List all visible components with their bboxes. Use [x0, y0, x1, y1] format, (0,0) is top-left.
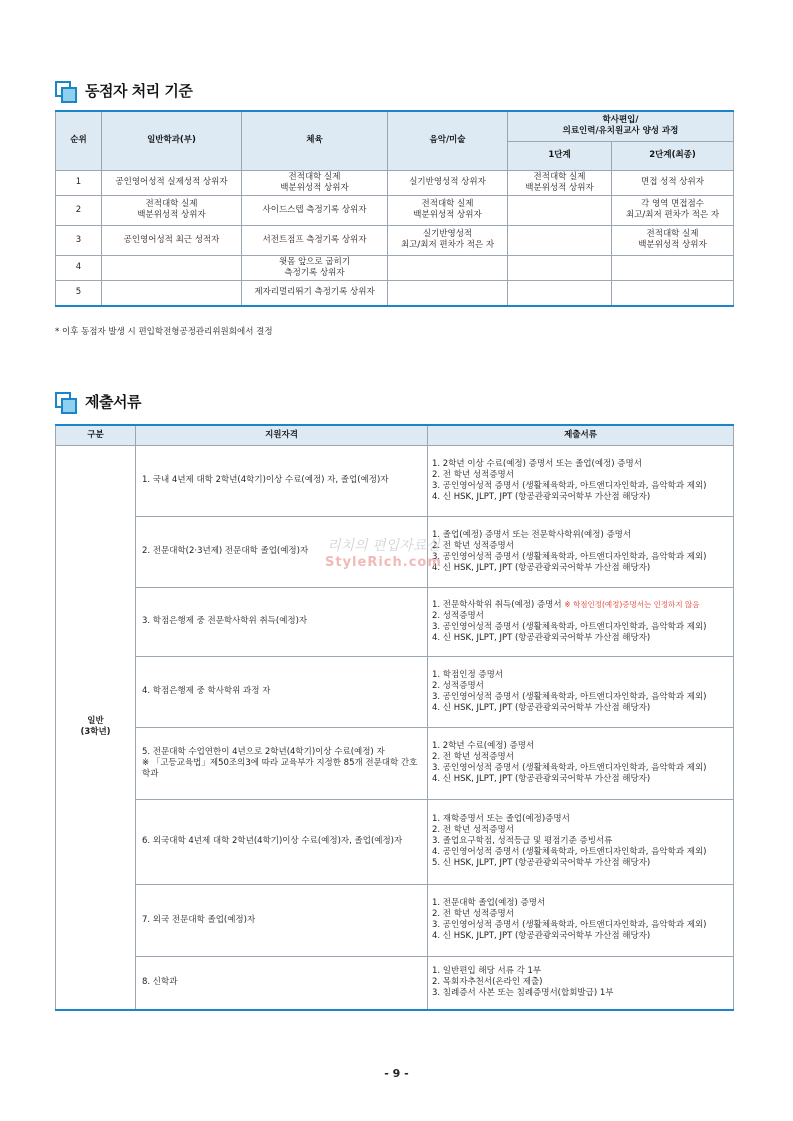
documents-cell-line: 4. 공인영어성적 증명서 (생활체육학과, 아트앤디자인학과, 음악학과 제외): [432, 847, 707, 857]
documents-cell-line: 1. 전문학사학위 취득(예정) 증명서: [432, 600, 562, 610]
rank-cell: 4: [56, 255, 102, 280]
stage2-cell: [612, 170, 734, 195]
pe-cell: [242, 170, 388, 195]
documents-cell-line: 3. 공인영어성적 증명서 (생활체육학과, 아트앤디자인학과, 음악학과 제외): [432, 691, 707, 702]
table-row: [56, 587, 734, 656]
header-transfer: [508, 111, 734, 141]
stage1-cell-line: 전적대학 실제: [533, 171, 586, 182]
documents-cell-line: 1. 학점인정 증명서: [432, 669, 503, 680]
stage1-cell: [508, 195, 612, 225]
rank-cell: 2: [56, 195, 102, 225]
documents-cell-line: 4. 신 HSK, JLPT, JPT (항공관광외국어학부 가산점 해당자): [432, 702, 651, 713]
documents-cell: [428, 587, 734, 656]
general-cell: [102, 280, 242, 306]
documents-cell-line: 3. 공인영어성적 증명서 (생활체육학과, 아트앤디자인학과, 음악학과 제외): [432, 551, 707, 562]
qualification-cell-line: 7. 외국 전문대학 졸업(예정)자: [142, 914, 256, 925]
documents-cell-line: 4. 신 HSK, JLPT, JPT (항공관광외국어학부 가산점 해당자): [432, 562, 651, 573]
section-square-icon: [55, 81, 75, 101]
stage1-cell: [508, 225, 612, 255]
pe-cell-line: 윗몸 앞으로 굽히기: [278, 256, 351, 267]
documents-cell: [428, 656, 734, 727]
documents-cell-line: 1. 일반편입 해당 서류 각 1부: [432, 966, 542, 977]
documents-cell-line: 2. 전 학년 성적증명서: [432, 469, 514, 480]
pe-cell-line: 사이드스텝 측정기록 상위자: [262, 204, 367, 215]
documents-cell-line: 2. 전 학년 성적증명서: [432, 825, 514, 835]
section-square-icon: [55, 392, 75, 412]
header-category: 구분: [56, 425, 136, 445]
stage2-cell-line: 최고/최저 편차가 적은 자: [625, 210, 720, 220]
rank-cell: 3: [56, 225, 102, 255]
tiebreak-note: * 이후 동점자 발생 시 편입학전형공정관리위원회에서 결정: [55, 327, 273, 337]
tiebreak-table: [55, 110, 734, 307]
page-number: - 9 -: [384, 1067, 409, 1080]
general-cell: [102, 195, 242, 225]
general-cell-line: 전적대학 실제: [145, 199, 198, 209]
qualification-cell: [136, 799, 428, 884]
stage1-cell-line: 백분위성적 상위자: [525, 182, 594, 193]
documents-cell-line: 3. 공인영어성적 증명서 (생활체육학과, 아트앤디자인학과, 음악학과 제외): [432, 622, 707, 632]
qualification-cell-line: 2. 전문대학(2·3년제) 전문대학 졸업(예정)자: [142, 546, 309, 556]
category-cell: [56, 445, 136, 1010]
documents-cell-line: 1. 2학년 이상 수료(예정) 증명서 또는 졸업(예정) 증명서: [432, 458, 642, 469]
music-cell-line: 실기반영성적 상위자: [409, 177, 486, 187]
header-transfer-line1: 학사편입/: [602, 115, 639, 126]
documents-cell: [428, 956, 734, 1010]
music-cell: [388, 280, 508, 306]
pe-cell-line: 제자리멀리뛰기 측정기록 상위자: [254, 287, 375, 297]
documents-table: [55, 424, 734, 1011]
pe-cell: [242, 225, 388, 255]
qualification-cell-line: 3. 학점은행제 중 전문학사학위 취득(예정)자: [142, 616, 308, 626]
documents-cell-line: 1. 2학년 수료(예정) 증명서: [432, 741, 535, 751]
table-row: [56, 445, 734, 516]
documents-cell-line: 5. 신 HSK, JLPT, JPT (항공관광외국어학부 가산점 해당자): [432, 858, 651, 868]
documents-cell: [428, 799, 734, 884]
stage2-cell: [612, 255, 734, 280]
qualification-cell: [136, 516, 428, 587]
documents-cell: [428, 884, 734, 956]
table-row: [56, 727, 734, 799]
stage2-cell: [612, 195, 734, 225]
documents-cell-line: 1. 전문대학 졸업(예정) 증명서: [432, 898, 546, 908]
documents-cell: [428, 516, 734, 587]
header-documents: 제출서류: [428, 425, 734, 445]
qualification-cell-line: 6. 외국대학 4년제 대학 2학년(4학기)이상 수료(예정)자, 졸업(예정)자: [142, 836, 403, 846]
music-cell-line: 전적대학 실제: [421, 199, 474, 209]
table-row: [56, 195, 734, 225]
rank-cell: 5: [56, 280, 102, 306]
watermark-line2: StyleRich.com: [325, 555, 442, 570]
header-stage1: 1단계: [508, 141, 612, 170]
qualification-cell: [136, 656, 428, 727]
qualification-cell: [136, 884, 428, 956]
rank-cell: 1: [56, 170, 102, 195]
documents-cell-line: 3. 공인영어성적 증명서 (생활체육학과, 아트앤디자인학과, 음악학과 제외): [432, 920, 707, 930]
qualification-cell: [136, 445, 428, 516]
table-row: [56, 956, 734, 1010]
table-row: [56, 225, 734, 255]
documents-cell-line: 3. 졸업요구학점, 성적등급 및 평점기준 증빙서류: [432, 836, 613, 846]
documents-cell-line: 2. 전 학년 성적증명서: [432, 752, 514, 762]
stage2-cell-line: 각 영역 면접점수: [641, 199, 704, 209]
header-music: 음악/미술: [388, 111, 508, 170]
documents-cell-line: 2. 성적증명서: [432, 611, 484, 621]
watermark-line1: 리치의 편입자료실: [327, 538, 440, 554]
qualification-cell-line: 1. 국내 4년제 대학 2학년(4학기)이상 수료(예정) 자, 졸업(예정)자: [142, 475, 389, 485]
table-row: [56, 255, 734, 280]
music-cell: [388, 195, 508, 225]
documents-cell-line: 1. 재학증명서 또는 졸업(예정)증명서: [432, 814, 570, 824]
documents-cell-line: 4. 신 HSK, JLPT, JPT (항공관광외국어학부 가산점 해당자): [432, 633, 651, 643]
stage1-cell: [508, 255, 612, 280]
stage2-cell: [612, 225, 734, 255]
documents-first-line: [432, 599, 730, 611]
pe-cell: [242, 195, 388, 225]
documents-cell-line: 3. 침례증서 사본 또는 침례증명서(합회발급) 1부: [432, 988, 614, 999]
pe-cell-line: 측정기록 상위자: [284, 267, 345, 278]
documents-cell-line: 2. 목회자추천서(온라인 제출): [432, 977, 543, 988]
documents-cell-line: 3. 공인영어성적 증명서 (생활체육학과, 아트앤디자인학과, 음악학과 제외): [432, 763, 707, 773]
header-pe: 체육: [242, 111, 388, 170]
qualification-cell: [136, 956, 428, 1010]
documents-cell: [428, 445, 734, 516]
qualification-cell-line: 8. 신학과: [142, 977, 178, 988]
category-line: 일반: [87, 716, 104, 727]
music-cell-line: 실기반영성적: [422, 229, 473, 239]
header-general: 일반학과(부): [102, 111, 242, 170]
music-cell: [388, 170, 508, 195]
music-cell-line: 최고/최저 편차가 적은 자: [400, 240, 495, 250]
documents-cell: [428, 727, 734, 799]
pe-cell-line: 전적대학 실제: [288, 171, 341, 182]
stage1-cell: [508, 280, 612, 306]
section-title-text: 동점자 처리 기준: [85, 82, 193, 100]
table-row: [56, 799, 734, 884]
stage2-cell: [612, 280, 734, 306]
header-rank: 순위: [56, 111, 102, 170]
music-cell: [388, 255, 508, 280]
documents-cell-line: 2. 전 학년 성적증명서: [432, 909, 514, 919]
stage2-cell-line: 전적대학 실제: [646, 229, 699, 239]
qualification-cell-line: 4. 학점은행제 중 학사학위 과정 자: [142, 686, 271, 696]
documents-cell-line: 4. 신 HSK, JLPT, JPT (항공관광외국어학부 가산점 해당자): [432, 774, 651, 784]
documents-cell-line: 2. 성적증명서: [432, 680, 484, 691]
stage2-cell-line: 면접 성적 상위자: [641, 177, 704, 187]
table-row: [56, 884, 734, 956]
documents-cell-line: 3. 공인영어성적 증명서 (생활체육학과, 아트앤디자인학과, 음악학과 제외): [432, 480, 707, 491]
general-cell: [102, 255, 242, 280]
table-row: [56, 280, 734, 306]
qualification-cell-line: ※ 「고등교육법」제50조의3에 따라 교육부가 지정한 85개 전문대학 간호학과: [142, 757, 418, 779]
qualification-cell: [136, 587, 428, 656]
music-cell-line: 백분위성적 상위자: [413, 210, 482, 220]
category-line: (3학년): [80, 727, 111, 738]
section-title-documents: [55, 391, 141, 412]
qualification-cell-line: 5. 전문대학 수업연한이 4년으로 2학년(4학기)이상 수료(예정) 자: [142, 746, 385, 757]
documents-cell-line: 4. 신 HSK, JLPT, JPT (항공관광외국어학부 가산점 해당자): [432, 931, 651, 941]
header-qualification: 지원자격: [136, 425, 428, 445]
documents-cell-line: 1. 졸업(예정) 증명서 또는 전문학사학위(예정) 증명서: [432, 529, 632, 540]
general-cell: 공인영어성적 실제성적 상위자: [102, 170, 242, 195]
stage1-cell: [508, 170, 612, 195]
section-title-tiebreak: [55, 80, 192, 101]
documents-note: ※ 학점인정(예정)증명서는 인정하지 않음: [564, 600, 700, 609]
documents-cell-line: 4. 신 HSK, JLPT, JPT (항공관광외국어학부 가산점 해당자): [432, 491, 651, 502]
general-cell-line: 백분위성적 상위자: [137, 210, 206, 220]
header-transfer-line2: 의료인력/유치원교사 양성 과정: [562, 126, 679, 137]
documents-cell-line: 2. 전 학년 성적증명서: [432, 540, 514, 551]
pe-cell-line: 백분위성적 상위자: [280, 182, 349, 193]
table-row: [56, 516, 734, 587]
table-row: [56, 170, 734, 195]
stage2-cell-line: 백분위성적 상위자: [638, 240, 707, 250]
pe-cell-line: 서전트점프 측정기록 상위자: [262, 234, 367, 245]
general-cell: 공인영어성적 최근 성적자: [102, 225, 242, 255]
section-title-text: 제출서류: [85, 393, 141, 411]
header-stage2: 2단계(최종): [612, 141, 734, 170]
pe-cell: [242, 255, 388, 280]
table-row: [56, 656, 734, 727]
qualification-cell: [136, 727, 428, 799]
music-cell: [388, 225, 508, 255]
pe-cell: [242, 280, 388, 306]
